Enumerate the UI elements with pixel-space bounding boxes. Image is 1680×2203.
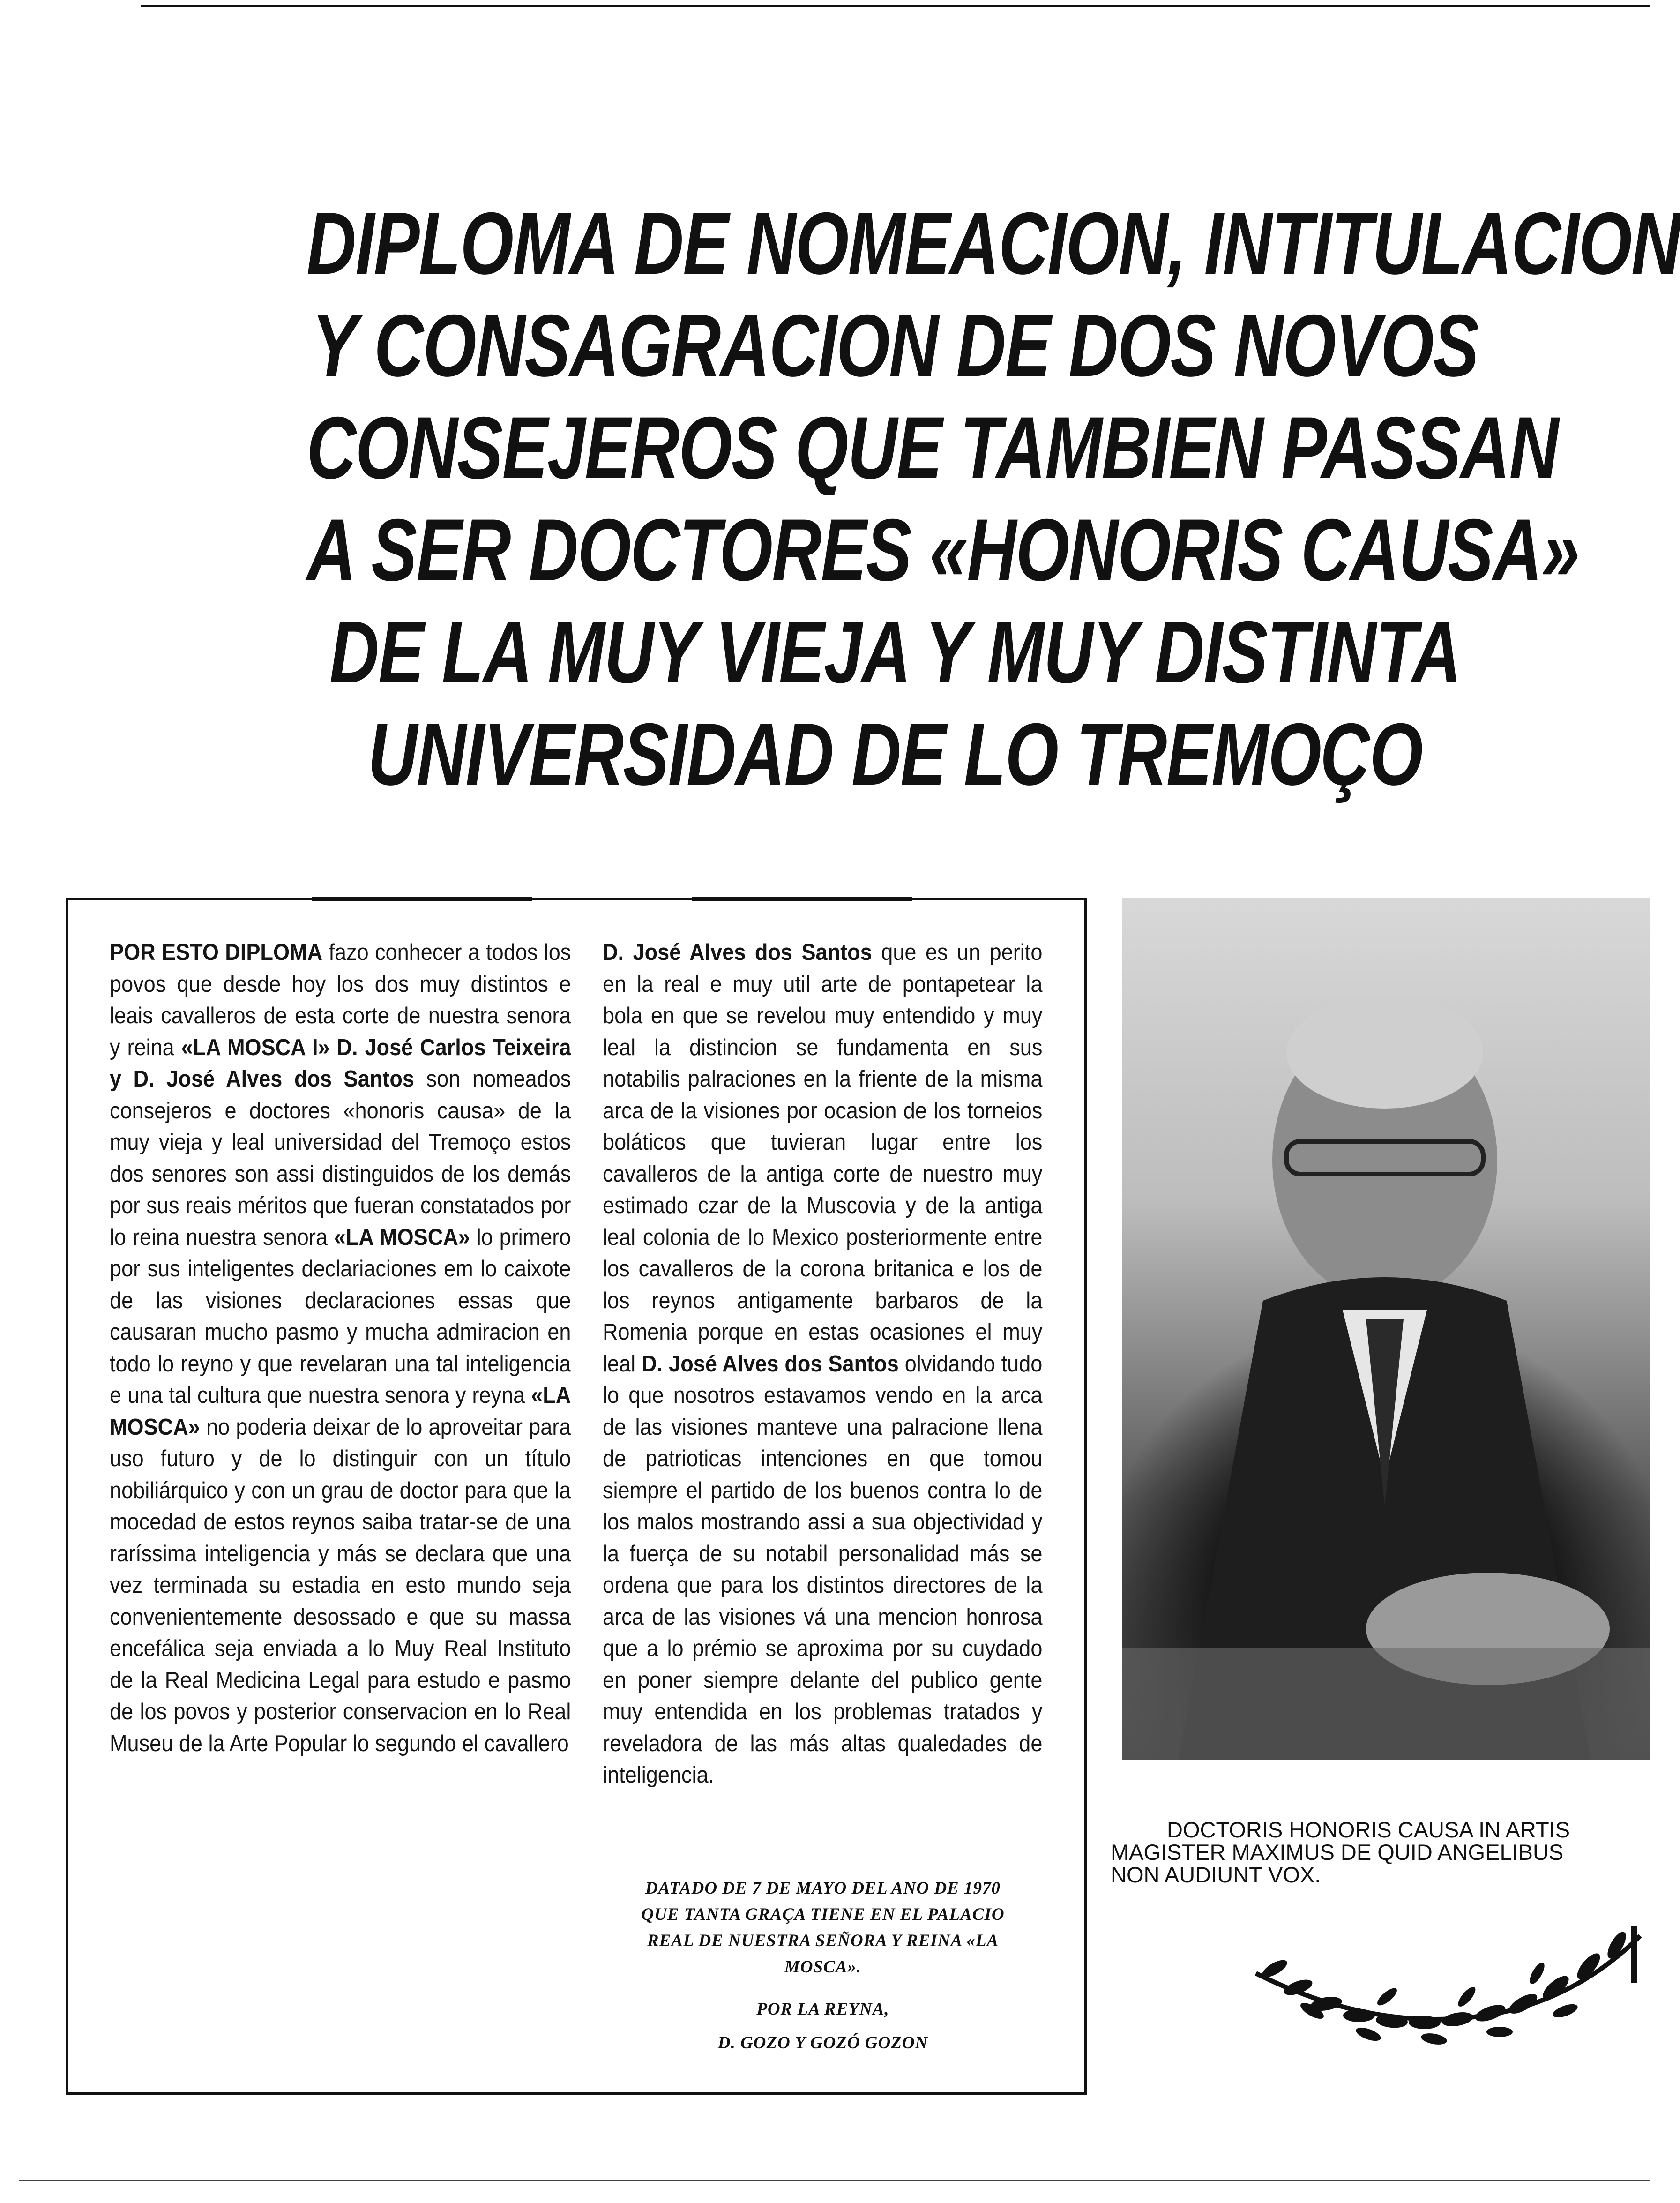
headline-line: Y CONSAGRACION DE DOS NOVOS (312, 296, 1478, 395)
article-text: olvidando tudo lo que nosotros estavamos vendo en la arca de las visiones manteve una palracione llena de patrioticas intenciones en que tomou siempre el partido de los buenos contra lo de los malos mostrando assi a sua objectividad y la fuerça de su notabil personalidad más se ordena que para los distintos directores de la arca de las visiones vá una mencion honrosa que a lo prémio se aproxima por su cuydado en poner siempre delante del publico gente muy entendida en los problemas tratados y reveladora de las más altas qualedades de inteligencia. (603, 1351, 1043, 1788)
caption-line: NON AUDIUNT VOX. (1111, 1862, 1321, 1887)
headline-line: CONSEJEROS QUE TAMBIEN PASSAN (306, 398, 1558, 497)
decorative-rule (312, 897, 532, 901)
article-text: son nomeados consejeros e doctores «honoris causa» de la muy vieja y leal universidad del Tremoço estos dos senores son assi distinguidos de los demás por sus reais méritos que fueran constatados por lo reina nuestra senora (110, 1066, 571, 1250)
article-bold-text: POR ESTO DIPLOMA (110, 940, 323, 965)
article-bold-text: D. José Alves dos Santos (603, 940, 872, 965)
article-bold-text: D. José Alves dos Santos (642, 1351, 899, 1377)
caption-line: DOCTORIS HONORIS CAUSA IN ARTIS (1167, 1817, 1570, 1842)
article-box (66, 898, 1087, 2095)
top-rule (141, 5, 1650, 7)
article-text: que es un perito en la real e muy util arte de pontapetear la bola en que se revelou muy entendido y muy leal la distincion se fundamenta en sus notabilis palraciones en la friente de la misma arca de la visiones por ocasion de los torneios boláticos que tuvieran lugar entre los cavalleros de la antiga corte de nuestro muy estimado czar de la Muscovia y de la antiga leal colonia de lo Mexico posteriormente entre los cavalleros de la corona britanica e los de los reynos antigamente barbaros de la Romenia porque en estas ocasiones el muy leal (603, 940, 1043, 1377)
signature-line: POR LA REYNA, (756, 2000, 889, 2019)
article-body (110, 937, 571, 1760)
article-text: lo primero por sus inteligentes declariaciones em lo caixote de las visiones declaraciones essas que causaran mucho pasmo y mucha admiracion en todo lo reyno y que revelaran una tal inteligencia e una tal cultura que nuestra senora y reyna (110, 1224, 571, 1408)
headline-line: DE LA MUY VIEJA Y MUY DISTINTA (329, 603, 1461, 701)
bottom-rule (19, 2180, 1650, 2181)
portrait-photo (1122, 898, 1650, 1760)
photo-caption (1111, 1819, 1650, 1886)
article-text: fazo conhecer a todos los povos que desde hoy los dos muy distintos e leais cavalleros de esta corte de nuestra senora y reina (110, 940, 571, 1060)
headline-line: DIPLOMA DE NOMEACION, INTITULACION (306, 194, 1680, 292)
article-body-continued (603, 937, 1042, 1791)
signature (635, 1993, 1010, 2060)
headline-line: A SER DOCTORES «HONORIS CAUSA» (306, 501, 1579, 599)
headline-line: UNIVERSIDAD DE LO TREMOÇO (367, 705, 1423, 803)
article-text: no poderia deixar de lo aproveitar para uso futuro y de lo distinguir con un título nobiliárquico y con un grau de doctor para que la mocedad de estos reynos saiba tratar-se de una raríssima inteligencia y más se declara que una vez terminada su estadia en esto mundo seja convenientemente desossado e que su massa encefálica seja enviada a lo Muy Real Instituto de la Real Medicina Legal para estudo e pasmo de los povos y posterior conservacion en lo Real Museu de la Arte Popular lo segundo el cavallero (110, 1414, 571, 1756)
caption-line: MAGISTER MAXIMUS DE QUID ANGELIBUS (1111, 1840, 1564, 1865)
portrait-illustration (1122, 898, 1650, 1760)
dated-statement: DATADO DE 7 DE MAYO DEL ANO DE 1970 QUE TANTA GRAÇA TIENE EN EL PALACIO REAL DE NUESTRA SEÑORA Y REINA «LA MOSCA». (641, 1879, 1005, 1977)
article-bold-text: «LA MOSCA I» D. José Carlos Teixeira y D. José Alves dos Santos (110, 1034, 571, 1092)
article-bold-text: «LA MOSCA» (110, 1383, 571, 1440)
headline (306, 192, 1680, 803)
article-bold-text: «LA MOSCA» (334, 1224, 470, 1250)
laurel-ornament-icon (1247, 1917, 1650, 2058)
decorative-rule (692, 897, 912, 901)
signature-name: D. GOZO Y GOZÓ GOZON (717, 2033, 928, 2053)
